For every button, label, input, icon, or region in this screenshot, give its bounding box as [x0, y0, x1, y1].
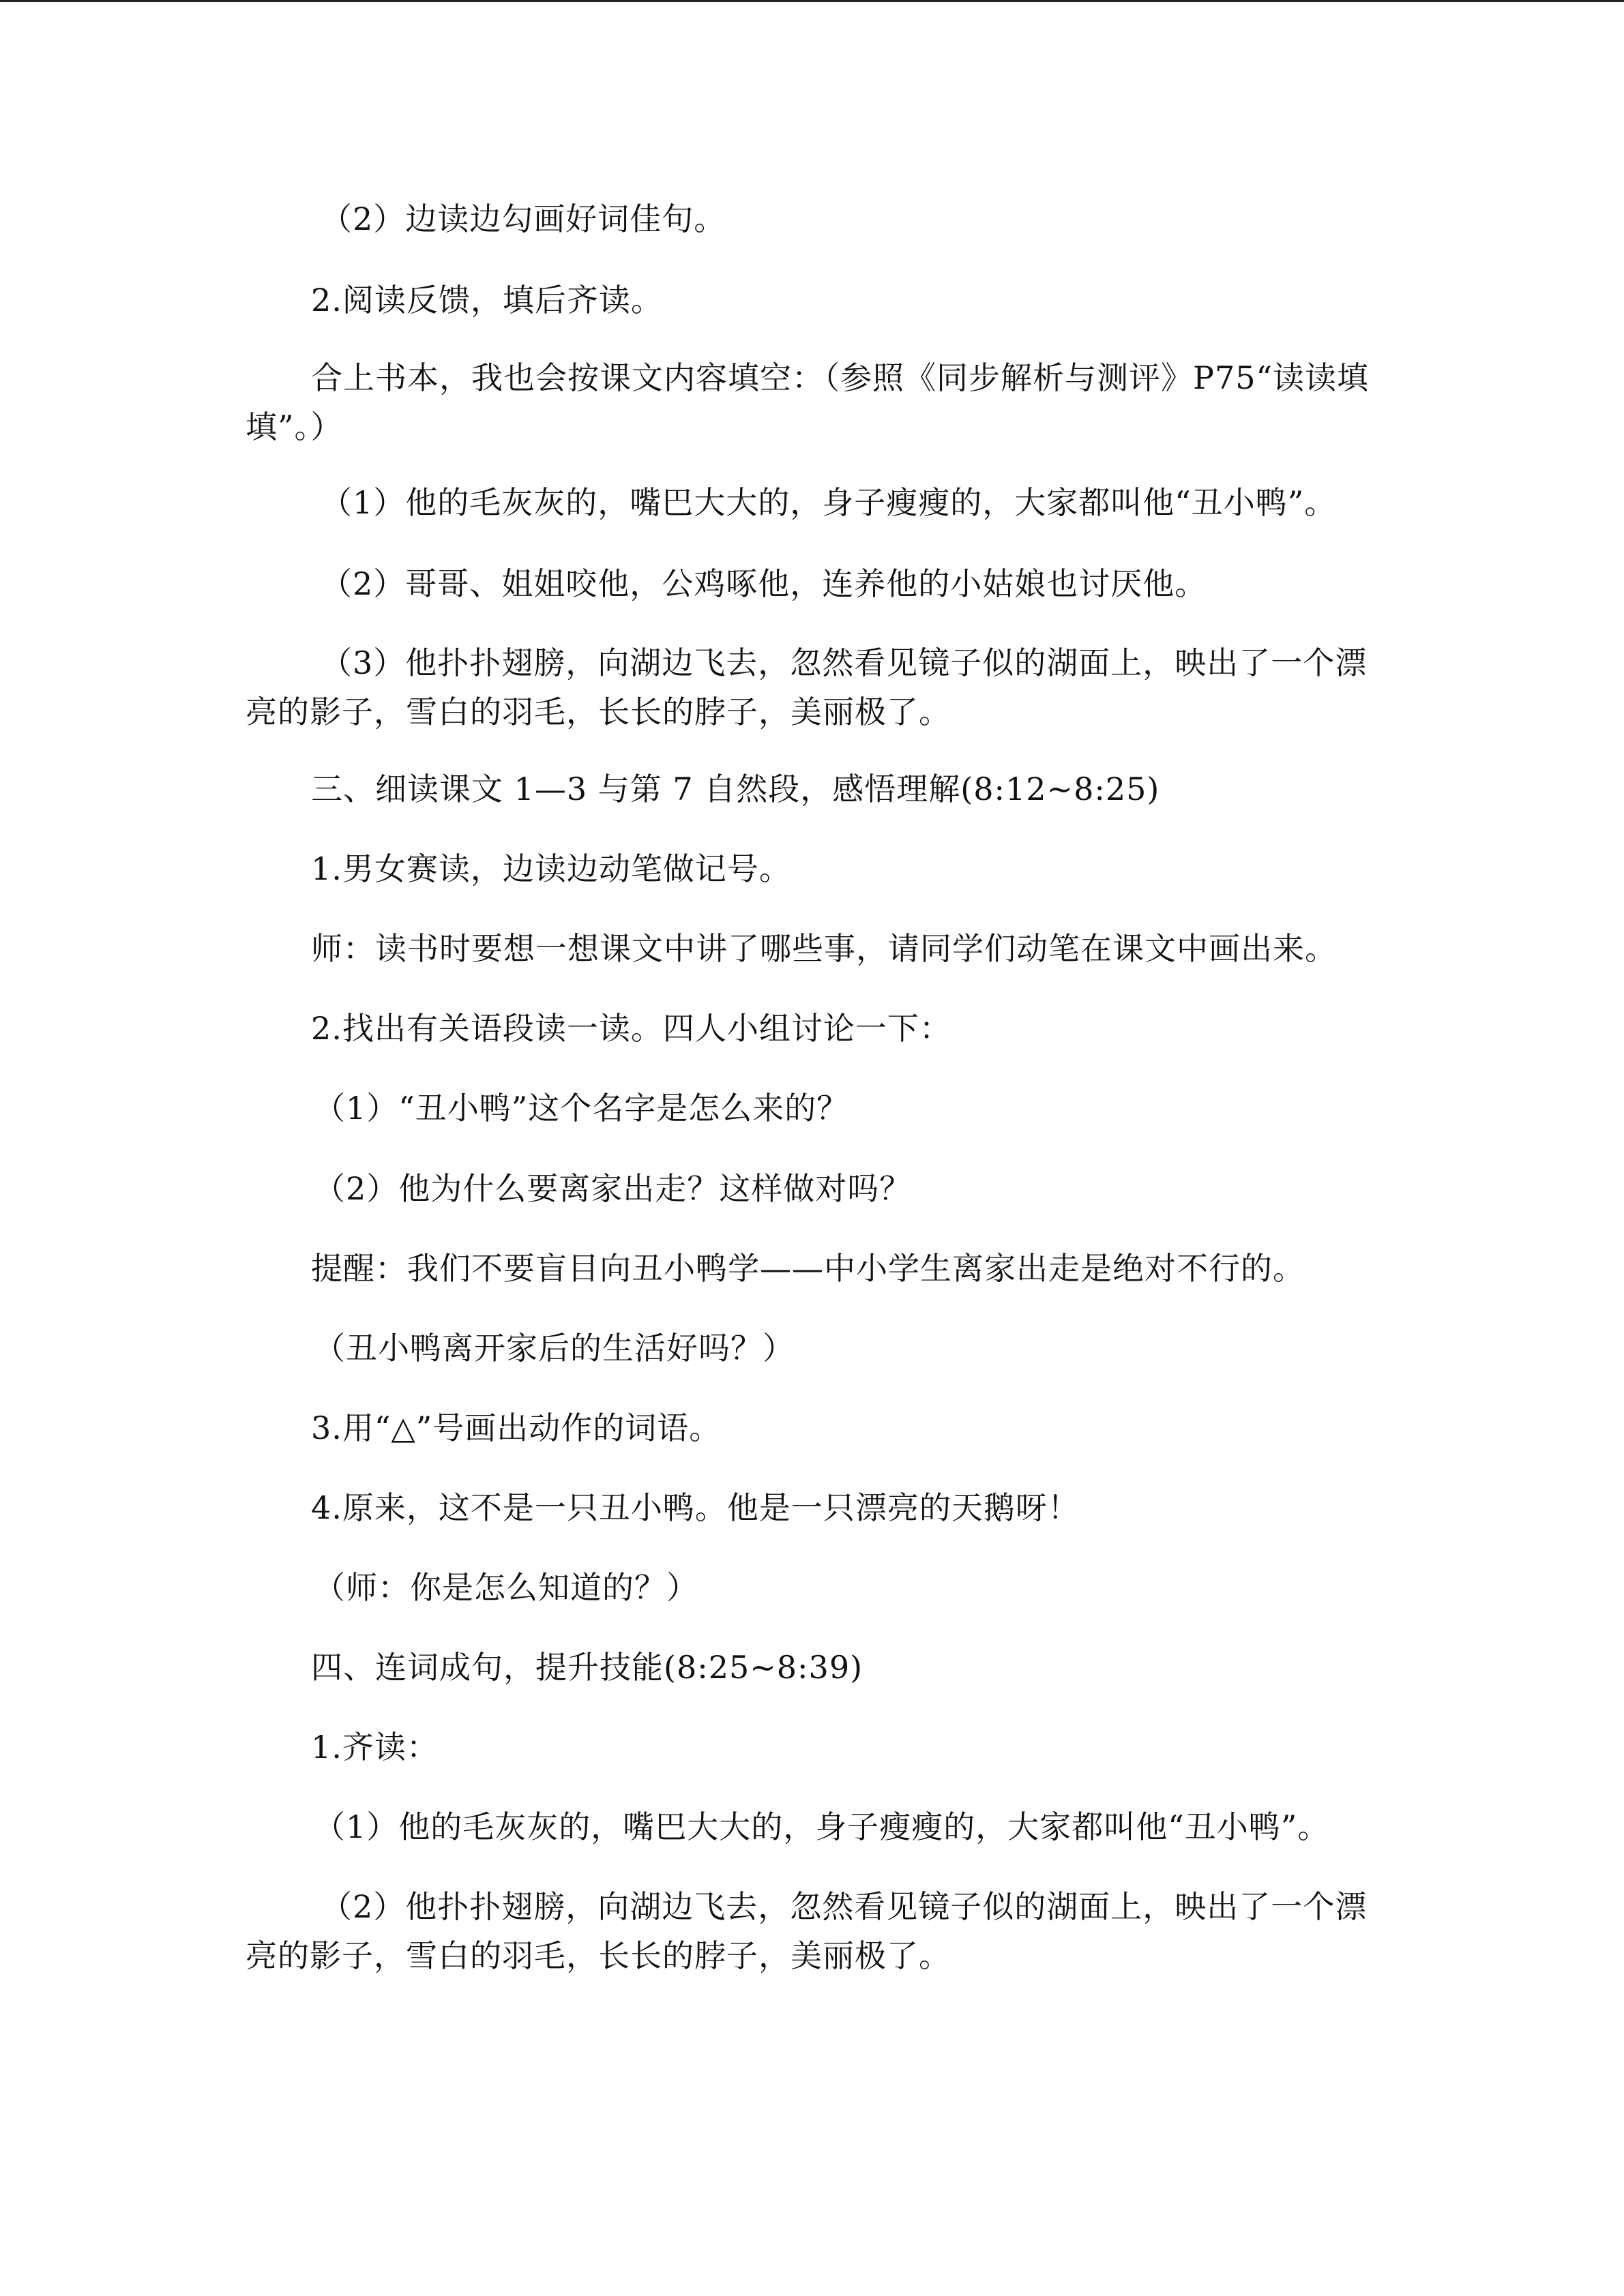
paragraph-teacher-instruction: 师：读书时要想一想课文中讲了哪些事，请同学们动笔在课文中画出来。 — [311, 930, 1337, 967]
paragraph-reminder: 提醒：我们不要盲目向丑小鸭学——中小学生离家出走是绝对不行的。 — [311, 1250, 1305, 1287]
paragraph-question-1: （1）“丑小鸭”这个名字是怎么来的？ — [314, 1090, 849, 1127]
paragraph-step-2: 2.找出有关语段读一读。四人小组讨论一下： — [311, 1010, 951, 1047]
paragraph-read-item-1: （1）他的毛灰灰的，嘴巴大大的，身子瘦瘦的，大家都叫他“丑小鸭”。 — [314, 1808, 1330, 1845]
paragraph-step-3: 3.用“△”号画出动作的词语。 — [311, 1410, 722, 1446]
paragraph-follow-up-question: （丑小鸭离开家后的生活好吗？） — [314, 1330, 795, 1367]
paragraph-fill-item-1: （1）他的毛灰灰的，嘴巴大大的，身子瘦瘦的，大家都叫他“丑小鸭”。 — [321, 484, 1337, 521]
paragraph-fill-item-3: （3）他扑扑翅膀，向湖边飞去，忽然看见镜子似的湖面上，映出了一个漂亮的影子，雪白的羽毛，长长的脖子，美丽极了。 — [246, 644, 1368, 730]
section-heading-3: 三、细读课文 1—3 与第 7 自然段，感悟理解(8:12~8:25) — [311, 771, 1160, 807]
section-heading-4: 四、连词成句，提升技能(8:25~8:39) — [311, 1649, 863, 1686]
paragraph-question-2: （2）他为什么要离家出走？这样做对吗？ — [314, 1170, 912, 1207]
paragraph-fill-in-instruction: 合上书本，我也会按课文内容填空：（参照《同步解析与测评》P75“读读填填”。） — [246, 359, 1370, 445]
paragraph-read-item-2: （2）他扑扑翅膀，向湖边飞去，忽然看见镜子似的湖面上，映出了一个漂亮的影子，雪白的羽毛，长长的脖子，美丽极了。 — [246, 1888, 1368, 1974]
top-border-line — [0, 0, 1624, 2]
paragraph-read-and-mark: （2）边读边勾画好词佳句。 — [321, 200, 726, 237]
paragraph-step-1: 1.男女赛读，边读边动笔做记号。 — [311, 850, 791, 887]
paragraph-step-4: 4.原来，这不是一只丑小鸭。他是一只漂亮的天鹅呀！ — [311, 1489, 1080, 1526]
paragraph-reading-feedback: 2.阅读反馈，填后齐读。 — [311, 282, 663, 318]
paragraph-fill-item-2: （2）哥哥、姐姐咬他，公鸡啄他，连养他的小姑娘也讨厌他。 — [321, 565, 1207, 602]
paragraph-read-aloud: 1.齐读： — [311, 1729, 439, 1765]
paragraph-teacher-question: （师：你是怎么知道的？） — [314, 1569, 698, 1606]
